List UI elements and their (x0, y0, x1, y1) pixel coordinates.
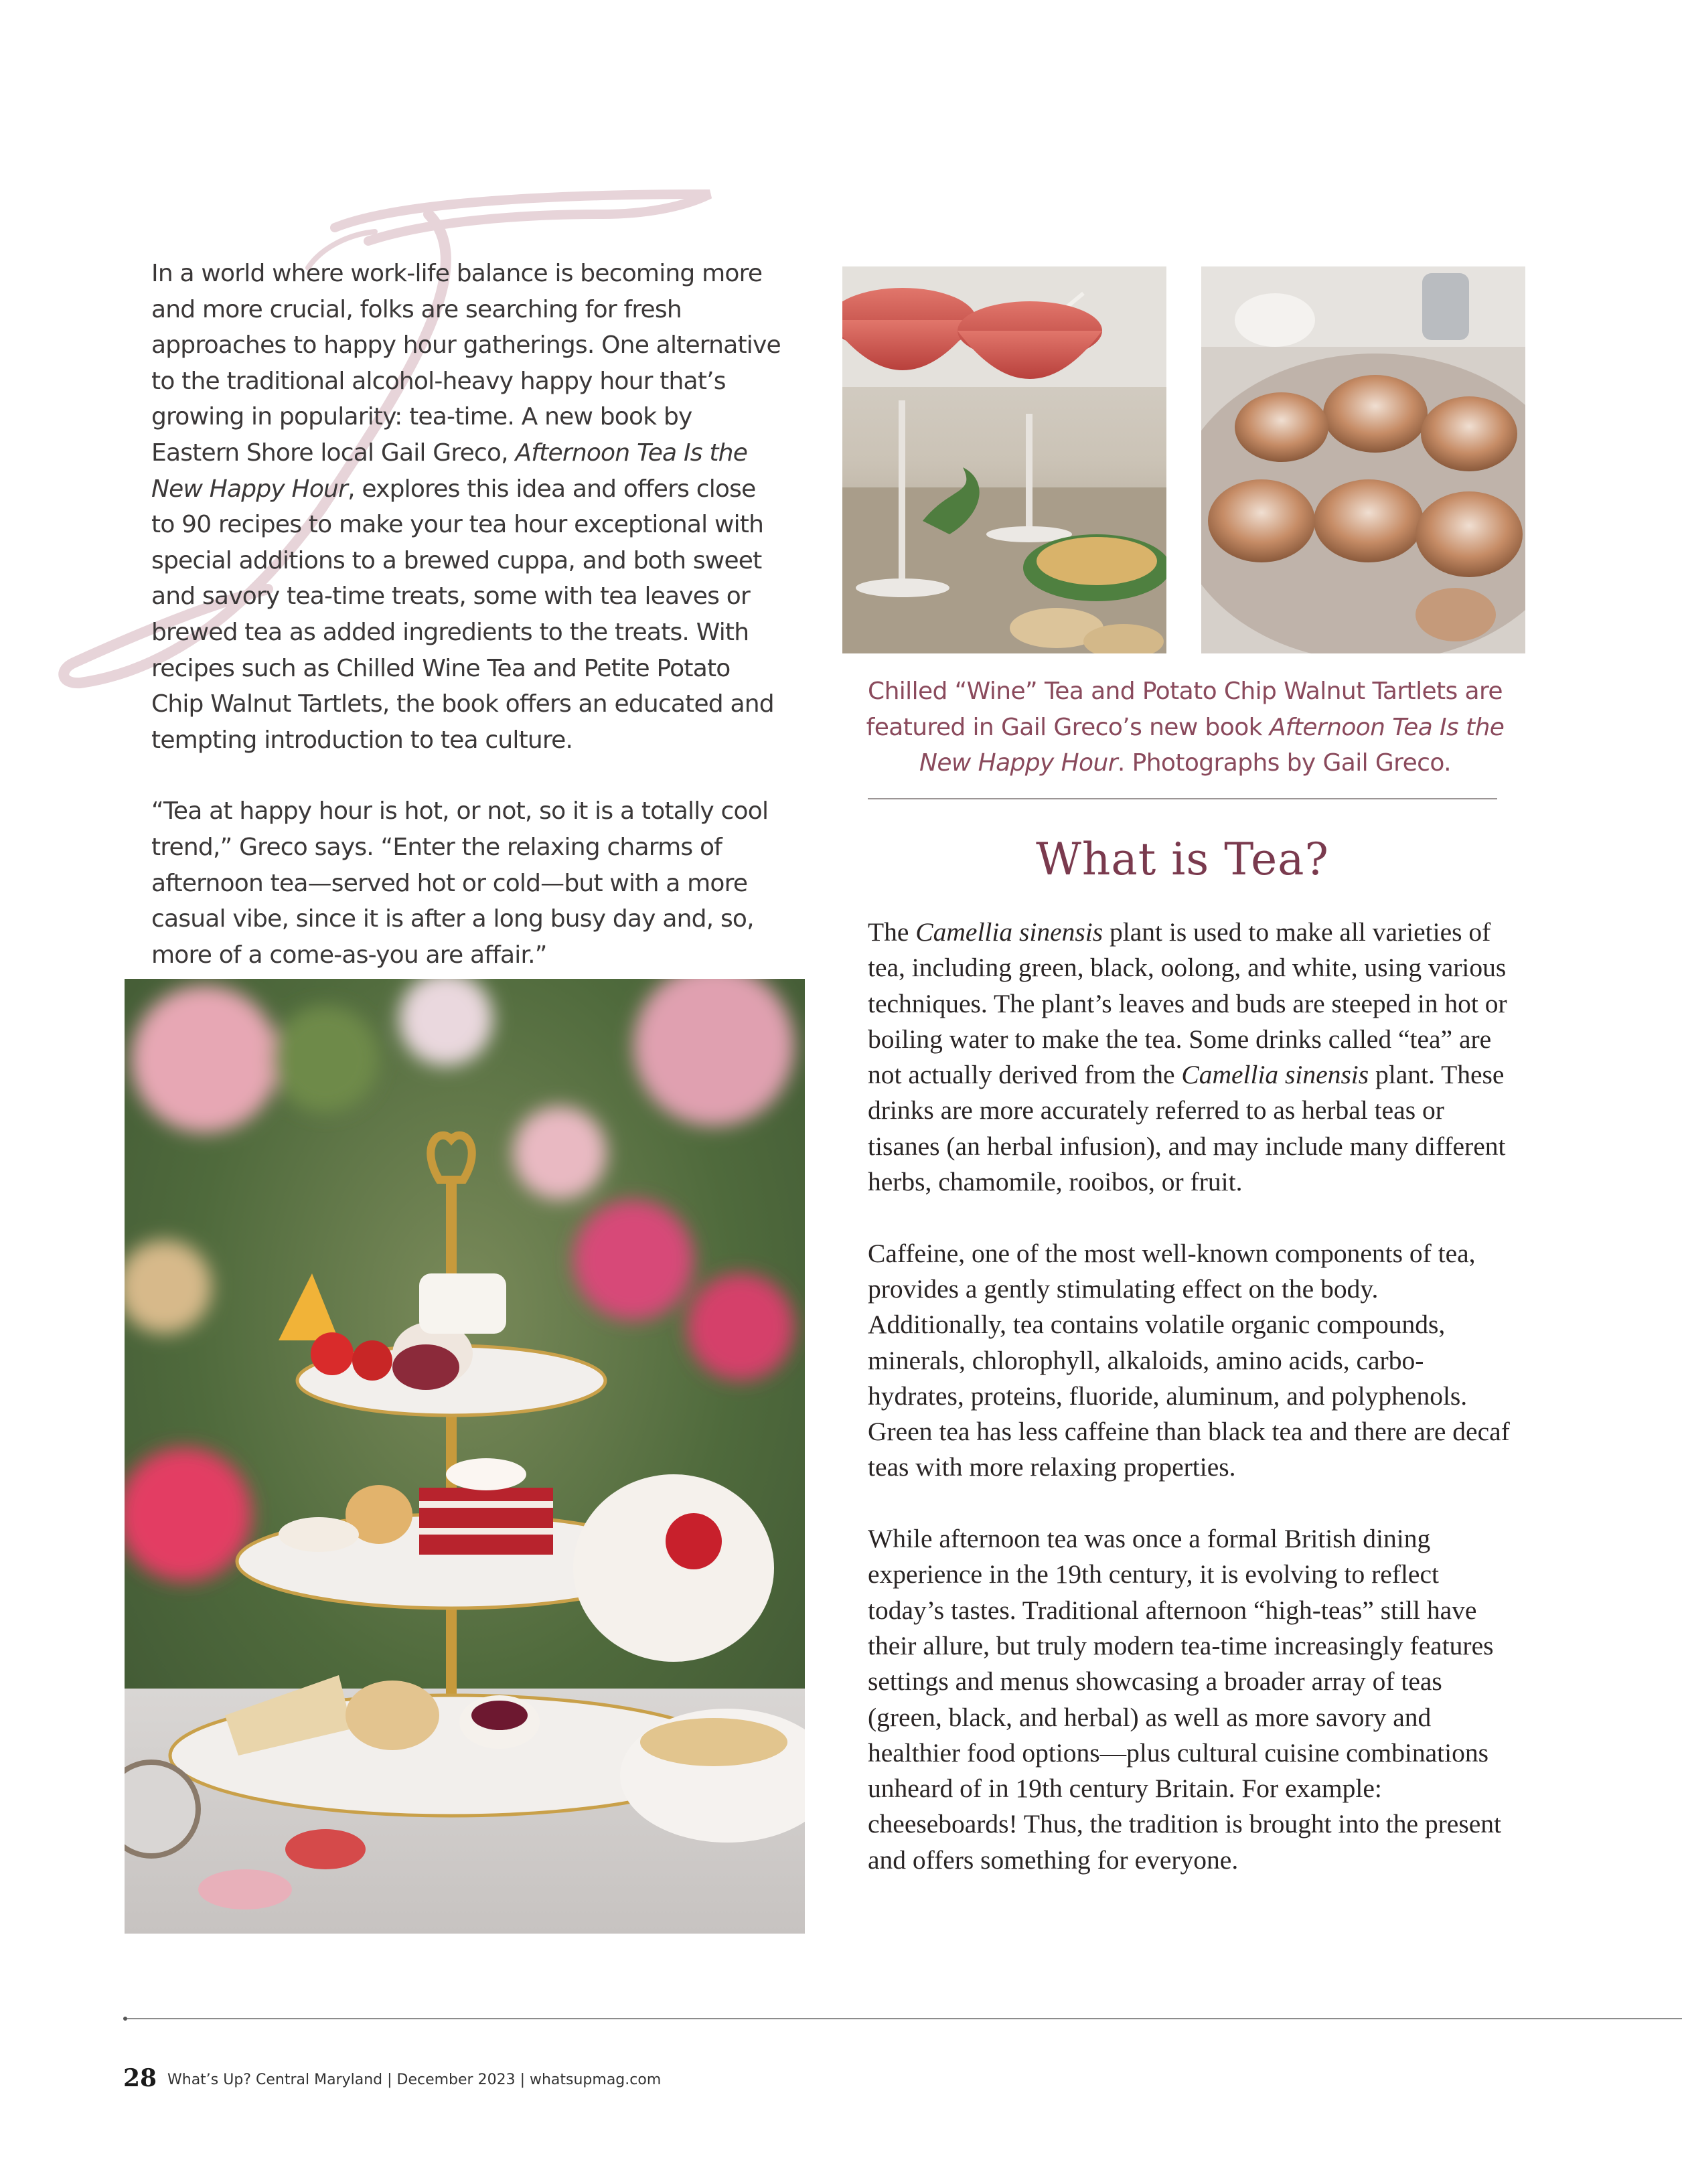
caption-book-title: Afternoon Tea Is the New Happy Hour (919, 713, 1505, 777)
intro-article-text (151, 256, 781, 1008)
caption-text-b: . Photographs by Gail Greco. (1117, 749, 1451, 777)
sidebar-paragraph-1 (868, 915, 1511, 1200)
footer-publication-info: What’s Up? Central Maryland | December 2023 | whatsupmag.com (167, 2072, 662, 2088)
photo-chilled-wine-tea (842, 266, 1166, 653)
footer-dot (123, 2017, 127, 2021)
sidebar-paragraph-2: Caffeine, one of the most well-known components of tea, provides a gently stimulating effect on the body. Additionally, tea contains volatile organic compounds, minerals, chlorophyll, alkaloids, amino acids, carbohydrates, proteins, fluoride, aluminum, and polyphenols. Green tea has less caffeine than black tea and there are decaf teas with more relaxing properties. (868, 1238, 1510, 1482)
intro-p1-text-b: , explores this idea and offers close to 90 recipes to make your tea hour exceptional with special additions to a brewed cuppa, and both sweet and savory tea-time treats, some with tea leaves or brewed tea as added ingredients to the treats. With recipes such as Chilled Wine Tea and Petite Potato Chip Walnut Tartlets, the book offers an educated and tempting introduction to tea culture. (151, 475, 774, 754)
intro-p1-text-a: In a world where work-life balance is becoming more and more crucial, folks are searching for fresh approaches to happy hour gatherings. One alternative to the traditional alcohol-heavy happy hour that’s growing in popularity: tea-time. A new book by Eastern Shore local Gail Greco, (151, 260, 781, 467)
sidebar-paragraph-3: While afternoon tea was once a formal British dining experience in the 19th century, it is evolving to reflect today’s tastes. Traditional afternoon “high-teas” still have their allure, but truly modern tea-time increasingly features settings and menus showcasing a broader array of teas (green, black, and herbal) as well as more savory and healthier food options—plus cultural cuisine combinations unheard of in 19th century Britain. For example: cheeseboards! Thus, the tradition is brought into the present and offers something for everyone. (868, 1524, 1501, 1875)
intro-paragraph-2: “Tea at happy hour is hot, or not, so it is a totally cool trend,” Greco says. “Enter the relaxing charms of afternoon tea—served hot or cold—but with a more casual vibe, since it is after a long busy day and, so, more of a come-as-you are affair.” (151, 797, 769, 969)
intro-book-title: Afternoon Tea Is the New Happy Hour (151, 439, 748, 503)
sidebar-plant-name-1: Camellia sinensis (915, 917, 1103, 947)
sidebar-p1-text-b: plant is used to make all varieties of tea, including green, black, oolong, and white, using various techniques. The plant’s leaves and buds are steeped in hot or boiling water to make the tea. Some drinks called “tea” are not actually derived from the (868, 917, 1507, 1090)
sidebar-p1-text-a: The (868, 917, 916, 947)
caption-text-a: Chilled “Wine” Tea and Potato Chip Walnut Tartlets are featured in Gail Greco’s new book (866, 678, 1503, 741)
caption-divider (868, 798, 1497, 799)
sidebar-plant-name-2: Camellia sinensis (1181, 1060, 1369, 1090)
photo-afternoon-tea-stand (125, 979, 805, 1934)
intro-paragraph-1 (151, 256, 781, 758)
sidebar-heading: What is Tea? (1036, 834, 1329, 885)
photo-walnut-tartlets (1201, 266, 1525, 653)
page-number: 28 (123, 2064, 157, 2092)
sidebar-p1-text-c: plant. These drinks are more accurately referred to as herbal teas or tisanes (an herbal infusion), and may include many different herbs, chamomile, rooibos, or fruit. (868, 1060, 1506, 1197)
sidebar-body-text (868, 915, 1511, 1914)
footer-divider (125, 2018, 1682, 2019)
photo-caption (864, 674, 1507, 781)
